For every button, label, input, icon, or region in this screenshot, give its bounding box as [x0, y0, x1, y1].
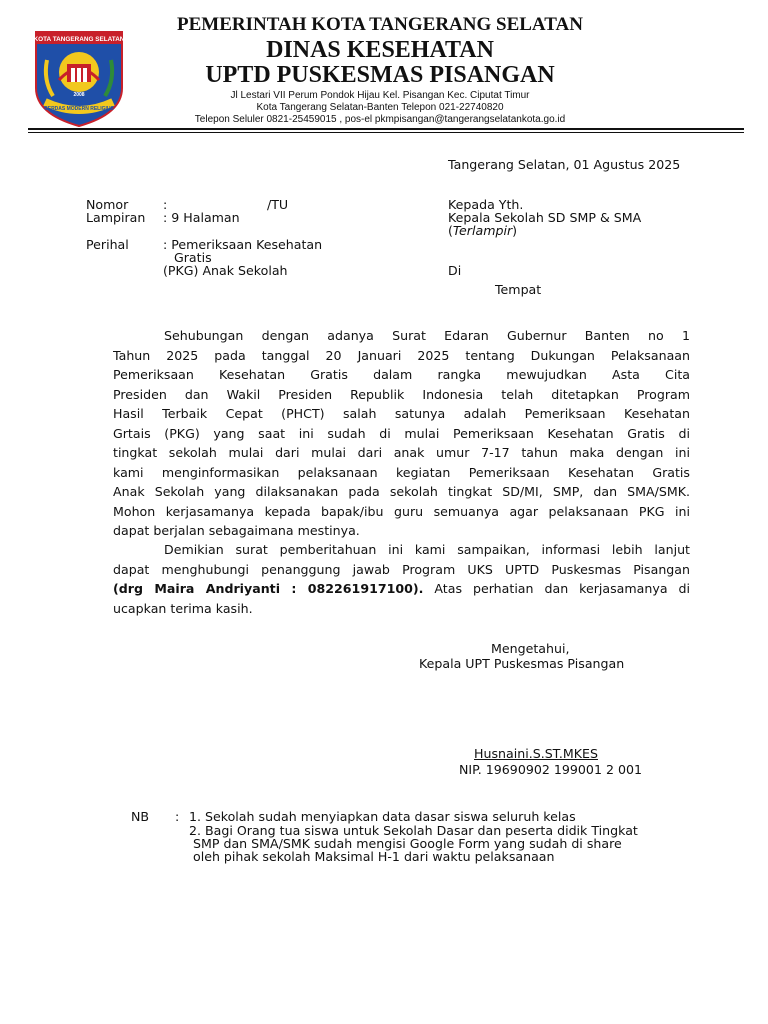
emblem-motto-text: CERDAS MODERN RELIGIUS	[44, 106, 114, 112]
nomor-label: Nomor	[86, 197, 129, 212]
letter-date: Tangerang Selatan, 01 Agustus 2025	[448, 157, 681, 172]
signature-position: Kepala UPT Puskesmas Pisangan	[419, 656, 625, 671]
lampiran-value: : 9 Halaman	[163, 210, 240, 225]
recipient-title: Kepala Sekolah SD SMP & SMA	[448, 210, 642, 225]
lampiran-label: Lampiran	[86, 210, 146, 225]
note-item-2-line-1: 2. Bagi Orang tua siswa untuk Sekolah Dasar dan peserta didik Tingkat	[189, 823, 638, 838]
letterhead-address: Jl Lestari VII Perum Pondok Hijau Kel. Pisangan Kec. Ciputat Timur	[230, 90, 530, 101]
emblem-year-text: 2008	[73, 92, 85, 98]
body-line: Sehubungan dengan adanya Surat Edaran Gubernur Banten no 1	[164, 328, 690, 343]
signature-nip: NIP. 19690902 199001 2 001	[459, 762, 643, 777]
body-line: Hasil Terbaik Cepat (PHCT) salah satunya adalah Pemeriksaan Kesehatan	[113, 406, 690, 421]
body-line: Anak Sekolah yang dilaksanakan pada sekolah tingkat SD/MI, SMP, dan SMA/SMK.	[113, 484, 690, 499]
perihal-line-3: (PKG) Anak Sekolah	[163, 263, 288, 278]
body-line: Tahun 2025 pada tanggal 20 Januari 2025 tentang Dukungan Pelaksanaan	[113, 347, 690, 363]
nomor-value: /TU	[267, 197, 289, 212]
body-line-contact: (drg Maira Andriyanti : 082261917100). Atas perhatian dan kerjasamanya di	[113, 581, 690, 596]
letterhead-rule-thick	[28, 128, 744, 130]
body-line: Grtais (PKG) yang saat ini sudah di mulai Pemeriksaan Kesehatan Gratis di	[113, 425, 690, 441]
letterhead-unit: UPTD PUSKESMAS PISANGAN	[205, 62, 555, 88]
perihal-line-2: Gratis	[174, 250, 212, 265]
letterhead-government: PEMERINTAH KOTA TANGERANG SELATAN	[177, 14, 583, 35]
perihal-line-1: : Pemeriksaan Kesehatan	[163, 237, 323, 252]
letterhead-mobile-email: Telepon Seluler 0821-25459015 , pos-el pkmpisangan@tangerangselatankota.go.id	[194, 114, 566, 125]
letterhead-rule-thin	[28, 132, 744, 133]
contact-person: (drg Maira Andriyanti : 082261917100).	[113, 581, 424, 596]
body-line: tingkat sekolah mulai dari mulai dari anak umur 7-17 tahun maka dengan ini	[113, 445, 690, 460]
body-line: ucapkan terima kasih.	[113, 600, 253, 616]
city-emblem-logo	[33, 30, 125, 128]
emblem-banner-text: KOTA TANGERANG SELATAN	[33, 36, 125, 43]
body-line: kami menginformasikan pelaksanaan kegiatan Pemeriksaan Kesehatan Gratis	[113, 464, 690, 480]
letterhead-city-phone: Kota Tangerang Selatan-Banten Telepon 021-22740820	[256, 102, 504, 113]
recipient-tempat: Tempat	[495, 282, 542, 297]
notes-separator: :	[175, 809, 180, 824]
note-item-2-line-3: oleh pihak sekolah Maksimal H-1 dari waktu pelaksanaan	[193, 849, 555, 864]
note-item-1: 1. Sekolah sudah menyiapkan data dasar siswa seluruh kelas	[189, 809, 576, 824]
body-line: Presiden dan Wakil Presiden Republik Indonesia telah ditetapkan Program	[113, 386, 690, 402]
recipient-greeting: Kepada Yth.	[448, 197, 524, 212]
signature-acknowledged: Mengetahui,	[491, 641, 570, 656]
notes-label: NB	[131, 809, 150, 824]
perihal-label: Perihal	[86, 237, 129, 252]
body-line: dapat menghubungi penanggung jawab Program UKS UPTD Puskesmas Pisangan	[113, 561, 690, 577]
note-item-2-line-2: SMP dan SMA/SMK sudah mengisi Google Form yang sudah di share	[193, 836, 622, 851]
body-paragraph-2	[113, 540, 690, 618]
recipient-attachment-note: (Terlampir)	[448, 223, 518, 238]
signature-name: Husnaini.S.ST.MKES	[474, 746, 598, 761]
body-line: dapat berjalan sebagaimana mestinya.	[113, 523, 360, 538]
body-line: Mohon kerjasamanya kepada bapak/ibu guru semuanya agar pelaksanaan PKG ini	[113, 503, 690, 519]
letterhead-agency: DINAS KESEHATAN	[266, 37, 494, 63]
body-line: Pemeriksaan Kesehatan Gratis dalam rangka mewujudkan Asta Cita	[113, 367, 690, 382]
nomor-separator: :	[163, 197, 168, 212]
body-line: Demikian surat pemberitahuan ini kami sampaikan, informasi lebih lanjut	[164, 542, 690, 557]
body-paragraph-1	[113, 326, 690, 541]
recipient-di: Di	[448, 263, 462, 278]
